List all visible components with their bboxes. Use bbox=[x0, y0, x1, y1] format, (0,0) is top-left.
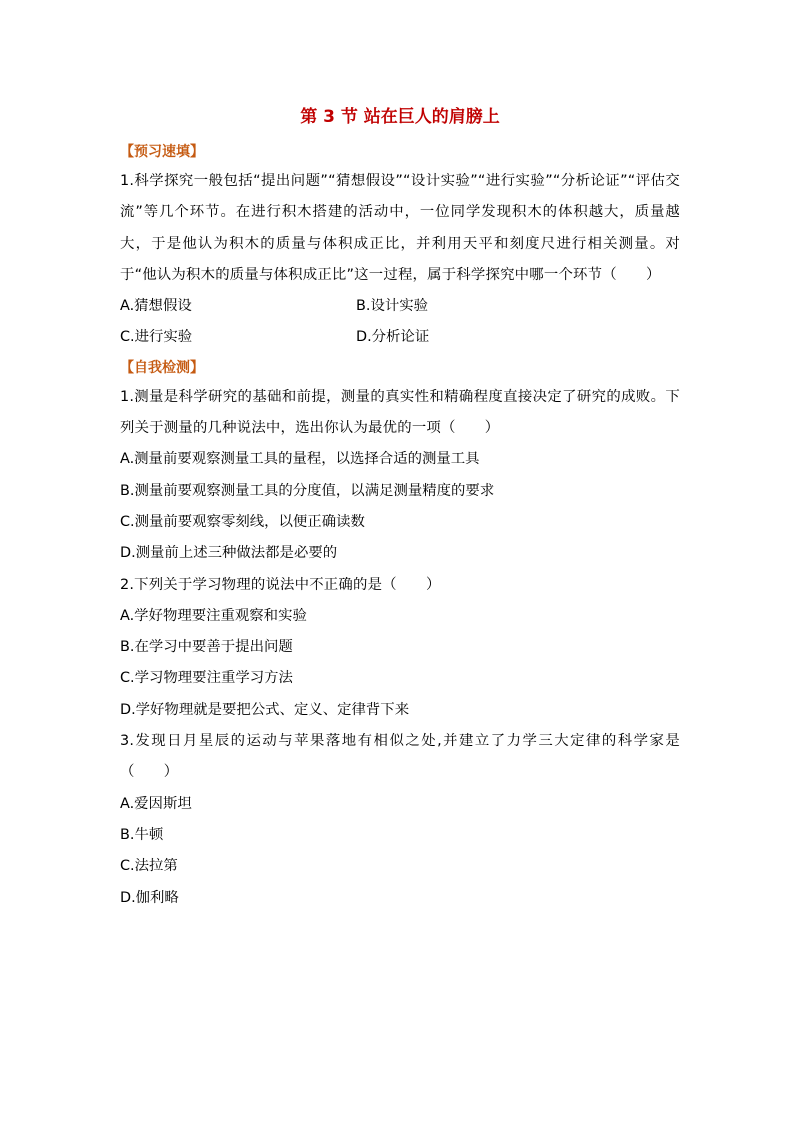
option-c: C.进行实验 bbox=[120, 329, 193, 346]
option-a: A.测量前要观察测量工具的量程，以选择合适的测量工具 bbox=[120, 451, 480, 468]
question-stem: 3.发现日月星辰的运动与苹果落地有相似之处,并建立了力学三大定律的科学家是（ ） bbox=[120, 733, 680, 781]
option-c: C.法拉第 bbox=[120, 858, 178, 875]
question-stem: 2.下列关于学习物理的说法中不正确的是（ ） bbox=[120, 576, 441, 593]
page-title: 第 3 节 站在巨人的肩膀上 bbox=[300, 107, 500, 127]
options-row bbox=[120, 291, 680, 322]
section-heading-self-check: 【自我检测】 bbox=[120, 359, 204, 376]
option-a: A.学好物理要注重观察和实验 bbox=[120, 607, 307, 624]
section-heading-preview: 【预习速填】 bbox=[120, 144, 204, 160]
option-d: D.分析论证 bbox=[356, 329, 430, 346]
option-b: B.在学习中要善于提出问题 bbox=[120, 639, 293, 656]
option-b: B.牛顿 bbox=[120, 826, 164, 843]
option-c: C.测量前要观察零刻线，以便正确读数 bbox=[120, 513, 365, 530]
option-d: D.伽利略 bbox=[120, 889, 179, 906]
question-stem: 1.科学探究一般包括“提出问题”“猜想假设”“设计实验”“进行实验”“分析论证”“评估交流”等几个环节。在进行积木搭建的活动中，一位同学发现积木的体积越大，质量越大，于是他认为积木的质量与体积成正比，并利用天平和刻度尺进行相关测量。对于“他认为积木的质量与体积成正比”这一过程，属于科学探究中哪一个环节（ ） bbox=[120, 173, 680, 283]
option-b: B.设计实验 bbox=[356, 298, 429, 315]
options-row bbox=[120, 322, 680, 353]
question-stem: 1.测量是科学研究的基础和前提，测量的真实性和精确程度直接决定了研究的成败。下列关于测量的几种说法中，选出你认为最优的一项（ ） bbox=[120, 388, 680, 437]
option-b: B.测量前要观察测量工具的分度值，以满足测量精度的要求 bbox=[120, 482, 495, 499]
option-c: C.学习物理要注重学习方法 bbox=[120, 670, 293, 687]
option-d: D.学好物理就是要把公式、定义、定律背下来 bbox=[120, 701, 410, 718]
document-page bbox=[120, 100, 680, 914]
option-d: D.测量前上述三种做法都是必要的 bbox=[120, 545, 338, 562]
option-a: A.爱因斯坦 bbox=[120, 795, 192, 812]
option-a: A.猜想假设 bbox=[120, 298, 192, 315]
